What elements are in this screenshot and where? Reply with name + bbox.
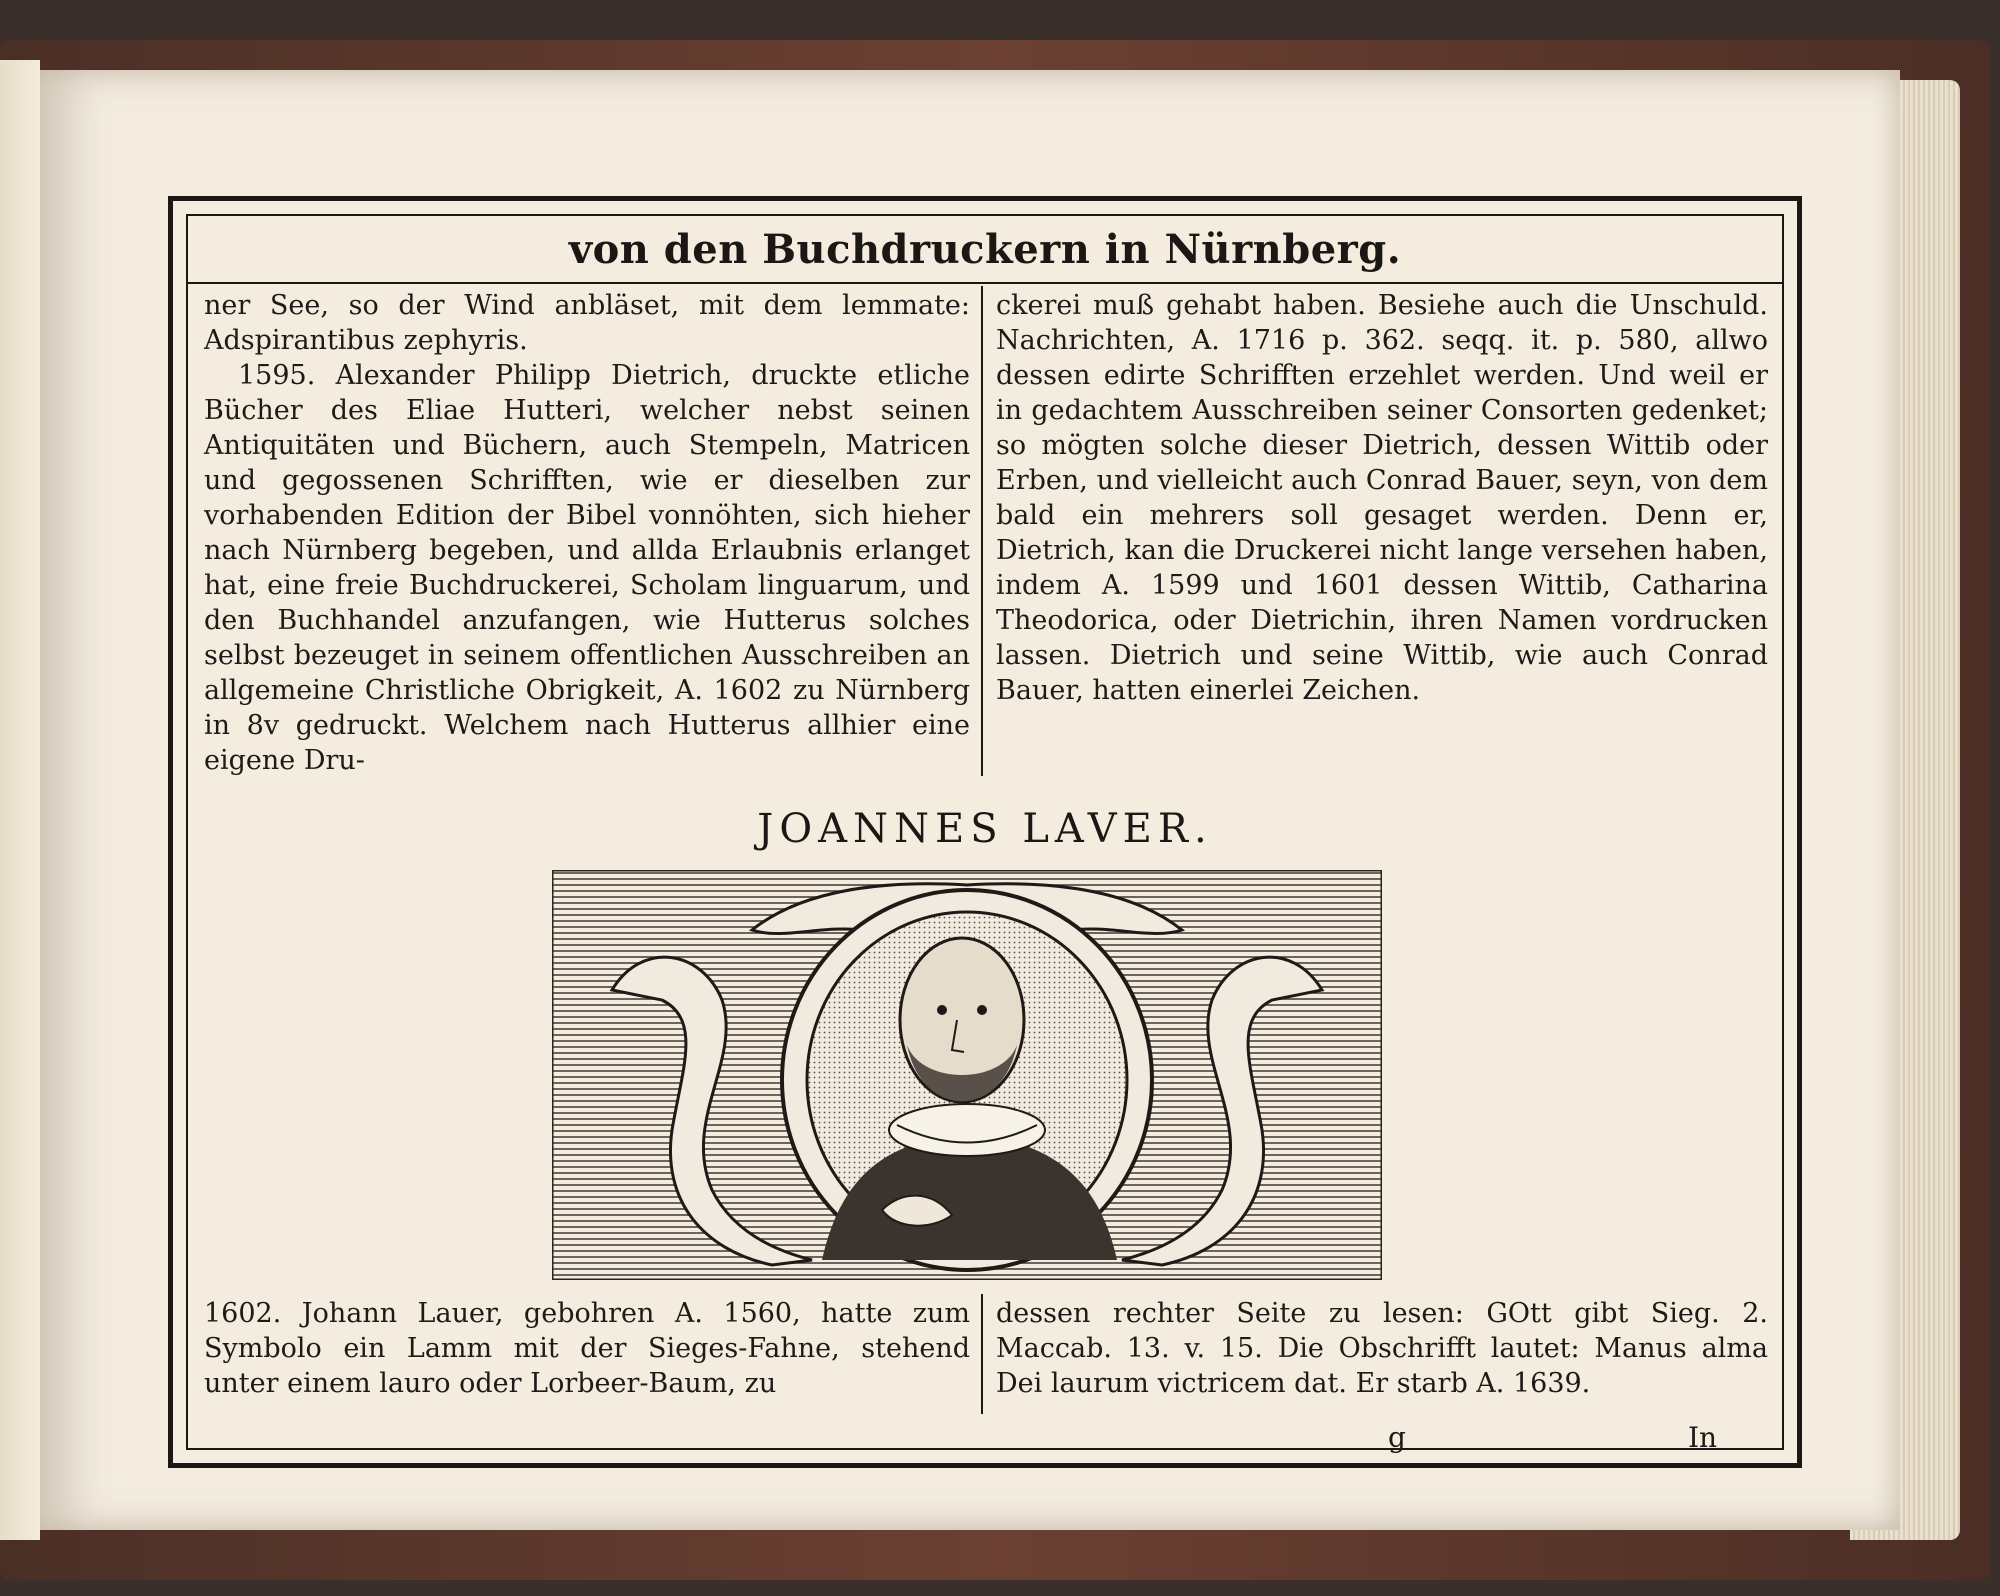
page-frame-inner (186, 214, 1784, 1454)
top-right-column (996, 288, 1768, 758)
portrait-engraving (552, 870, 1382, 1280)
bottom-right-column (996, 1296, 1768, 1406)
book-page (40, 70, 1900, 1530)
column-rule (981, 1294, 983, 1414)
paragraph: 1602. Johann Lauer, gebohren A. 1560, hatte zum Symbolo ein Lamm mit der Sieges-Fahne, stehend unter einem lauro oder Lorbeer-Baum, zu (204, 1298, 970, 1399)
facing-page-edge (0, 60, 40, 1540)
paragraph: ckerei muß gehabt haben. Besiehe auch die Unschuld. Nachrichten, A. 1716 p. 362. seqq. it. p. 580, allwo dessen edirte Schrifften erzehlet werden. Und weil er in gedachtem Ausschreiben seiner Consorten gedenket; so mögten solche dieser Dietrich, dessen Wittib oder Erben, und vielleicht auch Conrad Bauer, seyn, von dem bald ein mehrers soll gesaget werden. Denn er, Dietrich, kan die Druckerei nicht lange versehen haben, indem A. 1599 und 1601 dessen Wittib, Catharina Theodorica, oder Dietrichin, ihren Namen vordrucken lassen. Dietrich und seine Wittib, wie auch Conrad Bauer, hatten einerlei Zeichen. (996, 290, 1768, 706)
catchword: In (1688, 1421, 1718, 1454)
portrait-caption: JOANNES LAVER. (757, 806, 1213, 852)
page-frame (168, 196, 1802, 1468)
signature-mark: g (1388, 1421, 1406, 1454)
top-left-column (204, 288, 970, 788)
column-rule (981, 286, 983, 776)
paragraph: 1595. Alexander Philipp Dietrich, druckte etliche Bücher des Eliae Hutteri, welcher nebst seinen Antiquitäten und Büchern, auch Stempeln, Matricen und gegossenen Schrifften, wie er dieselben zur vorhabenden Edition der Bibel vonnöhten, sich hieher nach Nürnberg begeben, und allda Erlaubnis erlanget hat, eine freie Buchdruckerei, Scholam linguarum, und den Buchhandel anzufangen, wie Hutterus solches selbst bezeuget in seinem offentlichen Ausschreiben an allgemeine Christliche Obrigkeit, A. 1602 zu Nürnberg in 8v gedruckt. Welchem nach Hutterus allhier eine eigene Dru- (204, 360, 970, 776)
head-rule (188, 282, 1782, 284)
paragraph: dessen rechter Seite zu lesen: GOtt gibt Sieg. 2. Maccab. 13. v. 15. Die Obschrifft lautet: Manus alma Dei laurum victricem dat. Er starb A. 1639. (996, 1298, 1768, 1399)
paragraph: ner See, so der Wind anbläset, mit dem lemmate: Adspirantibus zephyris. (204, 290, 970, 356)
running-head: von den Buchdruckern in Nürnberg. (568, 226, 1402, 273)
bottom-left-column (204, 1296, 970, 1446)
